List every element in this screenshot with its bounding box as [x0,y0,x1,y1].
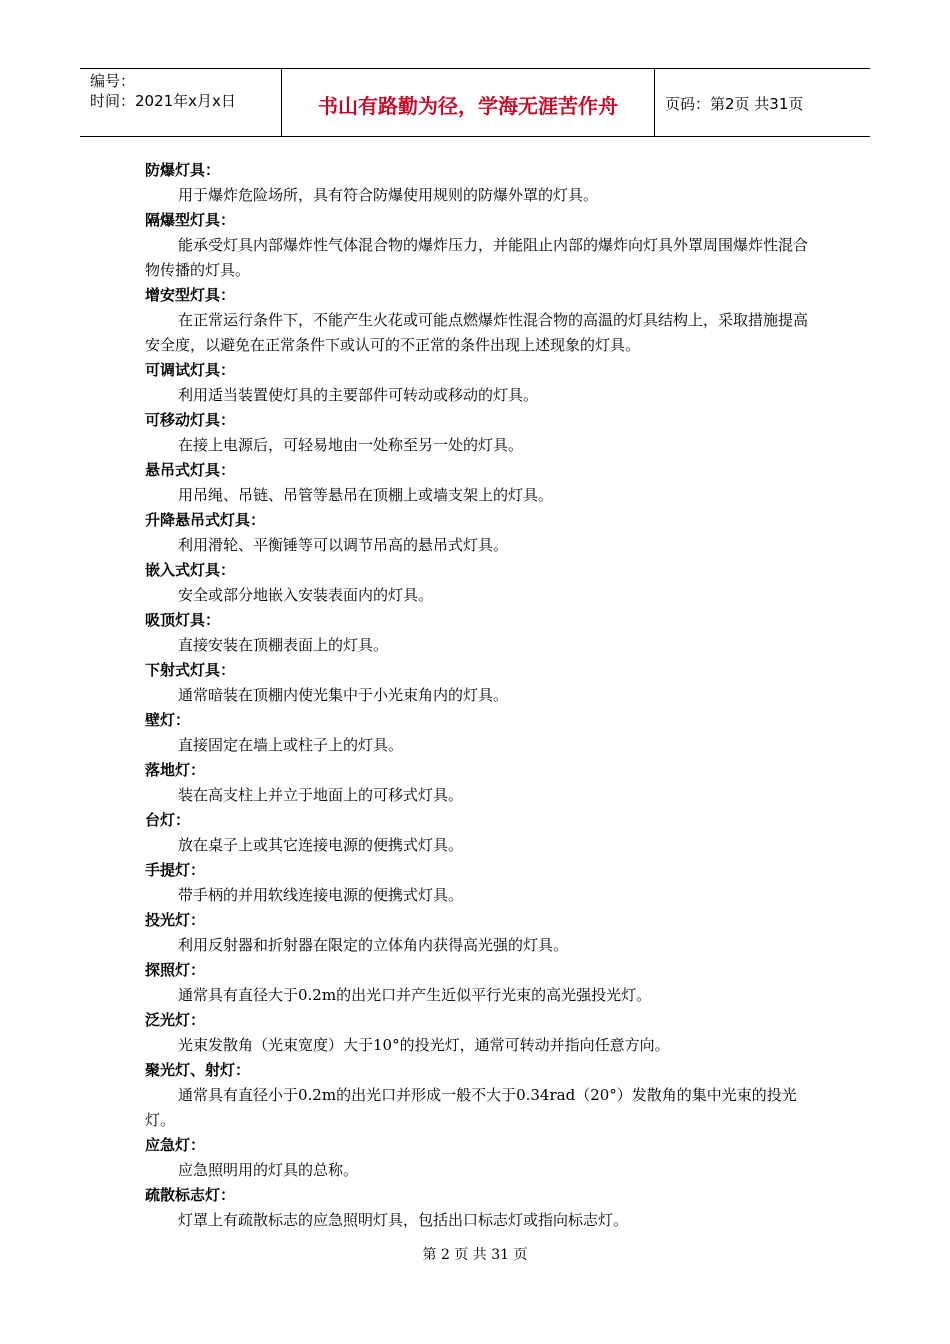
entry-definition: 直接安装在顶棚表面上的灯具。 [178,636,389,654]
glossary-entry [145,608,810,658]
entry-definition: 在正常运行条件下，不能产生火花或可能点燃爆炸性混合物的高温的灯具结构上，采取措施提高安全度，以避免在正常条件下或认可的不正常的条件出现上述现象的灯具。 [145,311,809,354]
entry-definition: 带手柄的并用软线连接电源的便携式灯具。 [178,886,464,904]
glossary-entry [145,208,810,283]
entry-term: 可调试灯具： [145,361,236,379]
entry-definition: 利用滑轮、平衡锤等可以调节吊高的悬吊式灯具。 [178,536,509,554]
glossary-entry [145,1058,810,1133]
entry-definition: 利用反射器和折射器在限定的立体角内获得高光强的灯具。 [178,936,569,954]
glossary-entry [145,508,810,558]
entry-term: 下射式灯具： [145,661,236,679]
glossary-entry [145,758,810,808]
entry-definition: 用于爆炸危险场所，具有符合防爆使用规则的防爆外罩的灯具。 [178,186,599,204]
glossary-entry [145,358,810,408]
entry-definition: 通常具有直径小于0.2m的出光口并形成一般不大于0.34rad（20°）发散角的集中光束的投光灯。 [145,1086,797,1129]
glossary-entry [145,708,810,758]
glossary-entry [145,558,810,608]
glossary-entry [145,958,810,1008]
entry-term: 防爆灯具： [145,161,221,179]
entry-term: 探照灯： [145,961,206,979]
entry-term: 可移动灯具： [145,411,236,429]
glossary-entry [145,158,810,208]
header-page-info: 页码：第2页 共31页 [665,95,804,113]
entry-term: 疏散标志灯： [145,1186,236,1204]
entry-definition: 利用适当装置使灯具的主要部件可转动或移动的灯具。 [178,386,539,404]
entry-term: 隔爆型灯具： [145,211,236,229]
entry-term: 泛光灯： [145,1011,206,1029]
glossary-entry [145,1133,810,1183]
glossary-entry [145,908,810,958]
glossary-entry [145,283,810,358]
header-meta [80,69,282,136]
entry-term: 投光灯： [145,911,206,929]
page-header [80,68,870,137]
entry-definition: 装在高支柱上并立于地面上的可移式灯具。 [178,786,464,804]
entry-definition: 灯罩上有疏散标志的应急照明灯具，包括出口标志灯或指向标志灯。 [178,1211,629,1229]
entry-term: 升降悬吊式灯具： [145,511,266,529]
entry-term: 台灯： [145,811,191,829]
glossary-entry [145,458,810,508]
entry-definition: 在接上电源后，可轻易地由一处称至另一处的灯具。 [178,436,524,454]
glossary-content [145,158,810,1233]
glossary-entry [145,408,810,458]
document-time: 时间：2021年x月x日 [90,92,236,110]
entry-term: 壁灯： [145,711,191,729]
entry-term: 手提灯： [145,861,206,879]
entry-term: 应急灯： [145,1136,206,1154]
entry-definition: 放在桌子上或其它连接电源的便携式灯具。 [178,836,464,854]
entry-term: 聚光灯、射灯： [145,1061,251,1079]
entry-term: 落地灯： [145,761,206,779]
glossary-entry [145,808,810,858]
entry-definition: 通常具有直径大于0.2m的出光口并产生近似平行光束的高光强投光灯。 [178,986,652,1004]
page-footer: 第 2 页 共 31 页 [422,1247,528,1263]
glossary-entry [145,1008,810,1058]
entry-term: 嵌入式灯具： [145,561,236,579]
document-number-label: 编号： [90,72,136,90]
entry-definition: 通常暗装在顶棚内使光集中于小光束角内的灯具。 [178,686,509,704]
glossary-entry [145,1183,810,1233]
entry-definition: 应急照明用的灯具的总称。 [178,1161,359,1179]
entry-term: 悬吊式灯具： [145,461,236,479]
entry-definition: 能承受灯具内部爆炸性气体混合物的爆炸压力，并能阻止内部的爆炸向灯具外罩周围爆炸性混合物传播的灯具。 [145,236,809,279]
entry-definition: 直接固定在墙上或柱子上的灯具。 [178,736,404,754]
entry-term: 吸顶灯具： [145,611,221,629]
glossary-entry [145,658,810,708]
entry-definition: 用吊绳、吊链、吊管等悬吊在顶棚上或墙支架上的灯具。 [178,486,554,504]
entry-term: 增安型灯具： [145,286,236,304]
glossary-entry [145,858,810,908]
entry-definition: 安全或部分地嵌入安装表面内的灯具。 [178,586,434,604]
header-motto: 书山有路勤为径，学海无涯苦作舟 [282,69,655,136]
entry-definition: 光束发散角（光束宽度）大于10°的投光灯，通常可转动并指向任意方向。 [178,1036,670,1054]
